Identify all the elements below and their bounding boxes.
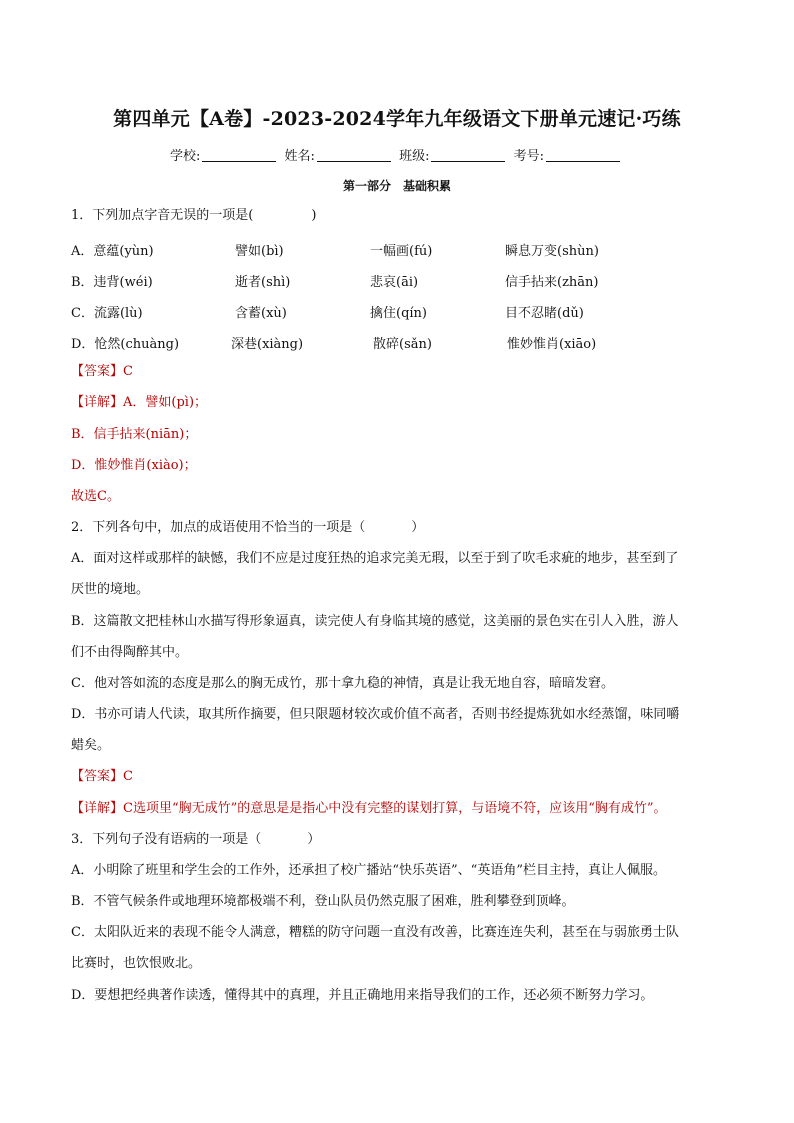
q1-option: 散碎(sǎn): [373, 337, 432, 352]
q1-option: 瞬息万变(shùn): [505, 244, 599, 259]
q1-detail-d: D．惟妙惟肖(xiào)；: [71, 458, 197, 473]
q1-detail-a: 【详解】A．譬如(pì)；: [71, 395, 208, 410]
class-label: 班级:: [399, 149, 430, 164]
school-blank[interactable]: [202, 149, 276, 162]
name-label: 姓名:: [284, 149, 315, 164]
name-blank[interactable]: [317, 149, 391, 162]
q1-option: 含蓄(xù): [235, 306, 287, 321]
q2-stem-end: ）: [411, 520, 425, 535]
q1-option: D．怆然(chuàng): [71, 337, 180, 352]
q1-option: 逝者(shì): [235, 275, 291, 290]
q1-stem-end: ): [311, 208, 317, 223]
q1-option: 譬如(bì): [235, 244, 284, 259]
q1-option: 信手拈来(zhān): [505, 275, 599, 290]
q2-answer: 【答案】C: [71, 769, 133, 784]
student-info-line: [0, 145, 794, 164]
q1-option: B．违背(wéi): [71, 275, 153, 290]
q1-option: 惟妙惟肖(xiāo): [507, 337, 597, 352]
q2-option-b: B．这篇散文把桂林山水描写得形象逼真，读完使人有身临其境的感觉，这美丽的景色实在引人入胜，游人: [71, 614, 679, 629]
q2-option-a-cont: 厌世的境地。: [71, 582, 150, 597]
q3-stem-end: ）: [307, 832, 321, 847]
section-title: 第一部分 基础积累: [342, 179, 451, 193]
id-label: 考号:: [513, 149, 544, 164]
q2-stem-text: 2．下列各句中，加点的成语使用不恰当的一项是（: [71, 520, 366, 535]
q2-detail: 【详解】C选项里“胸无成竹”的意思是是指心中没有完整的谋划打算，与语境不符，应该用“胸有成竹”。: [71, 801, 667, 816]
q1-answer: 【答案】C: [71, 364, 133, 379]
q2-option-a: A．面对这样或那样的缺憾，我们不应是过度狂热的追求完美无瑕，以至于到了吹毛求疵的地步，甚至到了: [71, 551, 679, 566]
q2-option-b-cont: 们不由得陶醉其中。: [71, 645, 189, 660]
school-label: 学校:: [170, 149, 201, 164]
class-blank[interactable]: [431, 149, 505, 162]
q1-detail-b: B．信手拈来(niān)；: [71, 427, 198, 442]
q1-option: A．意蕴(yùn): [71, 244, 154, 259]
q3-option-d: D．要想把经典著作读透，懂得其中的真理，并且正确地用来指导我们的工作，还必须不断努力学习。: [71, 988, 654, 1003]
q1-stem-text: 1．下列加点字音无误的一项是(: [71, 208, 254, 223]
q3-stem-text: 3．下列句子没有语病的一项是（: [71, 832, 262, 847]
q3-option-c: C．太阳队近来的表现不能令人满意，糟糕的防守问题一直没有改善，比赛连连失利，甚至在与弱旅勇士队: [71, 925, 679, 940]
q3-option-b: B．不管气候条件或地理环境都极端不利，登山队员仍然克服了困难，胜利攀登到顶峰。: [71, 894, 575, 909]
document-title: 第四单元【A卷】-2023-2024学年九年级语文下册单元速记·巧练: [113, 108, 681, 130]
q2-stem: [71, 520, 424, 536]
q1-stem: [71, 208, 316, 224]
q2-option-d: D．书亦可请人代读，取其所作摘要，但只限题材较次或价值不高者，否则书经提炼犹如水经蒸馏，味同嚼: [71, 707, 680, 722]
q1-conclusion: 故选C。: [71, 489, 120, 504]
q1-option: C．流露(lù): [71, 306, 143, 321]
q1-option: 深巷(xiàng): [231, 337, 304, 352]
q3-option-a: A．小明除了班里和学生会的工作外，还承担了校广播站“快乐英语”、“英语角”栏目主持，真让人佩服。: [71, 863, 666, 878]
q2-option-d-cont: 蜡矣。: [71, 738, 111, 753]
id-blank[interactable]: [546, 149, 620, 162]
q1-option: 擒住(qín): [370, 306, 427, 321]
q1-option: 悲哀(āi): [370, 275, 419, 290]
q3-option-c-cont: 比赛时，也饮恨败北。: [71, 956, 202, 971]
q3-stem: [71, 832, 320, 848]
q1-option: 目不忍睹(dǔ): [505, 306, 584, 321]
q2-option-c: C．他对答如流的态度是那么的胸无成竹，那十拿九稳的神情，真是让我无地自容，暗暗发窘。: [71, 676, 614, 691]
q1-option: 一幅画(fú): [370, 244, 433, 259]
